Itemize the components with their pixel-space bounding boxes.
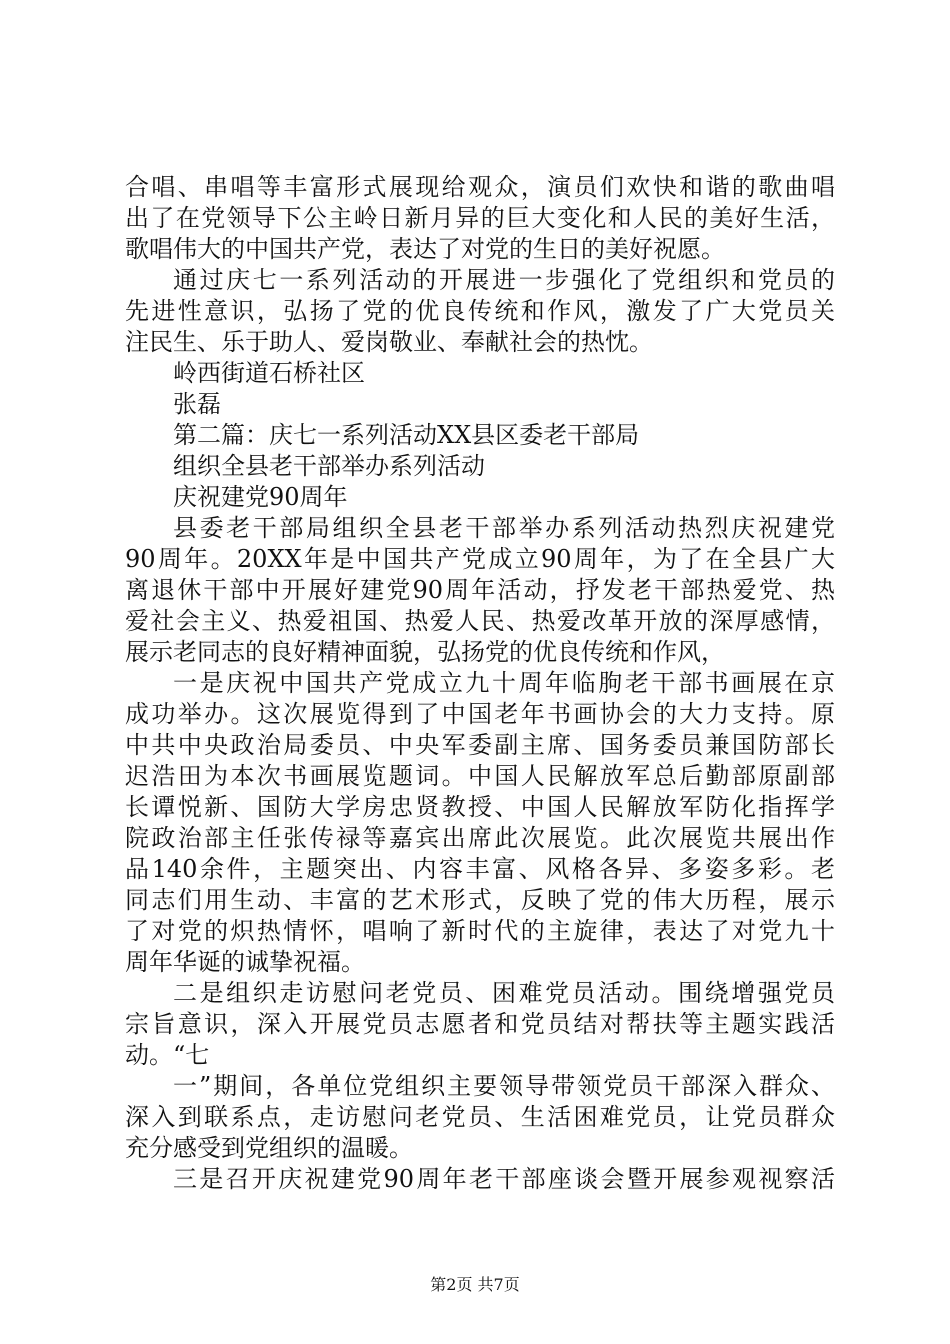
text-line: 90周年。20XX年是中国共产党成立90周年，为了在全县广大 [125, 545, 835, 573]
text-line: 同志们用生动、丰富的艺术形式，反映了党的伟大历程，展示 [125, 886, 835, 914]
text-line: 一是庆祝中国共产党成立九十周年临朐老干部书画展在京 [173, 669, 835, 697]
text-line: 注民生、乐于助人、爱岗敬业、奉献社会的热忱。 [125, 328, 653, 356]
page-footer: 第2页 共7页 [430, 1275, 520, 1294]
text-line: 张磊 [173, 390, 221, 418]
text-line: 歌唱伟大的中国共产党，表达了对党的生日的美好祝愿。 [125, 235, 725, 263]
text-line: 深入到联系点，走访慰问老党员、生活困难党员，让党员群众 [125, 1103, 835, 1131]
text-line: 动。“七 [125, 1041, 210, 1069]
text-line: 宗旨意识，深入开展党员志愿者和党员结对帮扶等主题实践活 [125, 1010, 835, 1038]
text-line: 县委老干部局组织全县老干部举办系列活动热烈庆祝建党 [173, 514, 835, 542]
text-line: 周年华诞的诚挚祝福。 [125, 948, 365, 976]
text-line: 院政治部主任张传禄等嘉宾出席此次展览。此次展览共展出作 [125, 824, 835, 852]
text-line: 中共中央政治局委员、中央军委副主席、国务委员兼国防部长 [125, 731, 835, 759]
text-line: 三是召开庆祝建党90周年老干部座谈会暨开展参观视察活 [173, 1165, 835, 1193]
text-line: 离退休干部中开展好建党90周年活动，抒发老干部热爱党、热 [125, 576, 835, 604]
text-line: 通过庆七一系列活动的开展进一步强化了党组织和党员的 [173, 266, 835, 294]
text-line: 长谭悦新、国防大学房忠贤教授、中国人民解放军防化指挥学 [125, 793, 835, 821]
text-line: 庆祝建党90周年 [173, 483, 348, 511]
text-line: 组织全县老干部举办系列活动 [173, 452, 485, 480]
text-line: 品140余件，主题突出、内容丰富、风格各异、多姿多彩。老 [125, 855, 835, 883]
text-line: 了对党的炽热情怀，唱响了新时代的主旋律，表达了对党九十 [125, 917, 835, 945]
text-line: 一”期间，各单位党组织主要领导带领党员干部深入群众、 [173, 1072, 835, 1100]
text-line: 岭西街道石桥社区 [173, 359, 365, 387]
text-line: 二是组织走访慰问老党员、困难党员活动。围绕增强党员 [173, 979, 835, 1007]
text-line: 充分感受到党组织的温暖。 [125, 1134, 413, 1162]
text-line: 展示老同志的良好精神面貌，弘扬党的优良传统和作风， [125, 638, 725, 666]
text-line: 出了在党领导下公主岭日新月异的巨大变化和人民的美好生活， [125, 204, 835, 232]
text-line: 第二篇：庆七一系列活动XX县区委老干部局 [173, 421, 640, 449]
text-line: 先进性意识，弘扬了党的优良传统和作风，激发了广大党员关 [125, 297, 835, 325]
document-body [125, 172, 835, 1195]
text-line: 合唱、串唱等丰富形式展现给观众，演员们欢快和谐的歌曲唱 [125, 173, 835, 201]
text-line: 成功举办。这次展览得到了中国老年书画协会的大力支持。原 [125, 700, 835, 728]
text-line: 爱社会主义、热爱祖国、热爱人民、热爱改革开放的深厚感情， [125, 607, 835, 635]
text-line: 迟浩田为本次书画展览题词。中国人民解放军总后勤部原副部 [125, 762, 835, 790]
